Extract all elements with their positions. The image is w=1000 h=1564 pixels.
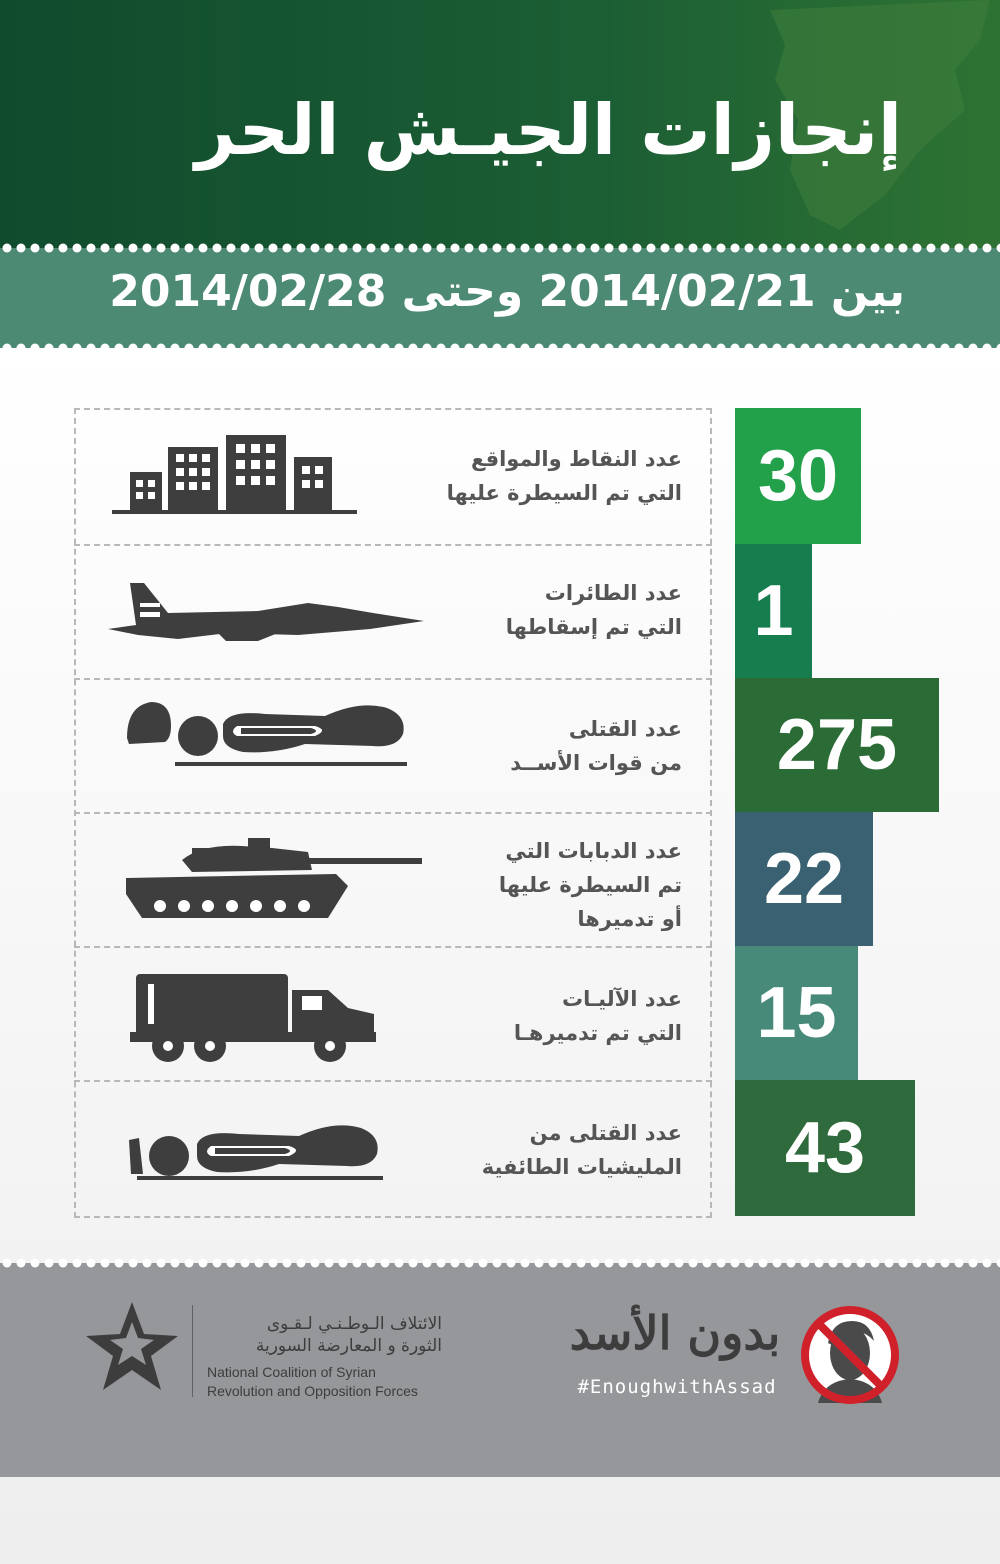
dead-militia-icon [125, 1124, 385, 1184]
label-line: عدد الطائرات [544, 581, 682, 605]
stat-value-points: 30 [735, 408, 861, 544]
label-line: المليشيات الطائفية [481, 1155, 682, 1179]
label-line: التي تم تدميرهـا [513, 1021, 682, 1045]
coalition-line: National Coalition of Syrian [207, 1364, 376, 1380]
stat-value-vehicles: 15 [735, 946, 858, 1080]
stat-value-assad-killed: 275 [735, 678, 939, 812]
label-line: عدد القتلى [568, 717, 682, 741]
campaign-title: بدون الأسد [569, 1306, 781, 1360]
stat-value-tanks: 22 [735, 812, 873, 946]
stat-label-militia-killed [362, 1116, 682, 1184]
label-line: التي تم السيطرة عليها [446, 481, 682, 505]
label-line: عدد النقاط والمواقع [470, 447, 682, 471]
dead-soldier-icon [125, 690, 410, 770]
stat-value-aircraft: 1 [735, 544, 812, 678]
stat-label-assad-killed [362, 712, 682, 780]
page-title: إنجازات الجيـش الحر [195, 89, 902, 171]
row-divider [74, 544, 712, 546]
no-assad-sign-icon [798, 1303, 902, 1407]
row-divider [74, 946, 712, 948]
campaign-hashtag: #EnoughwithAssad [577, 1376, 777, 1398]
stat-label-vehicles [362, 982, 682, 1050]
label-line: تم السيطرة عليها [498, 873, 682, 897]
coalition-name-ar [200, 1313, 442, 1357]
row-divider [74, 812, 712, 814]
stat-value-militia-killed: 43 [735, 1080, 915, 1216]
coalition-line: الائتلاف الـوطـنـي لـقـوى [266, 1314, 442, 1334]
label-line: عدد الدبابات التي [505, 839, 682, 863]
row-divider [74, 678, 712, 680]
tank-icon [122, 838, 422, 926]
perforation-top [0, 243, 1000, 253]
label-line: التي تم إسقاطها [505, 615, 682, 639]
row-divider [74, 1080, 712, 1082]
coalition-line: الثورة و المعارضة السورية [255, 1336, 442, 1356]
label-line: من قوات الأســد [510, 751, 682, 775]
military-truck-icon [130, 968, 380, 1064]
label-line: عدد القتلى من [529, 1121, 682, 1145]
perforation-footer [0, 1258, 1000, 1268]
label-line: عدد الآليـات [561, 987, 682, 1011]
date-range: بين 2014/02/21 وحتى 2014/02/28 [109, 266, 905, 317]
header-banner [0, 0, 1000, 248]
stat-label-points [362, 442, 682, 510]
label-line: أو تدميرها [577, 907, 682, 931]
fighter-jet-icon [108, 575, 424, 645]
coalition-star-logo-icon [84, 1300, 180, 1396]
coalition-name-en [207, 1363, 447, 1401]
footer-divider [192, 1305, 193, 1397]
buildings-icon [112, 430, 357, 515]
coalition-line: Revolution and Opposition Forces [207, 1383, 418, 1399]
